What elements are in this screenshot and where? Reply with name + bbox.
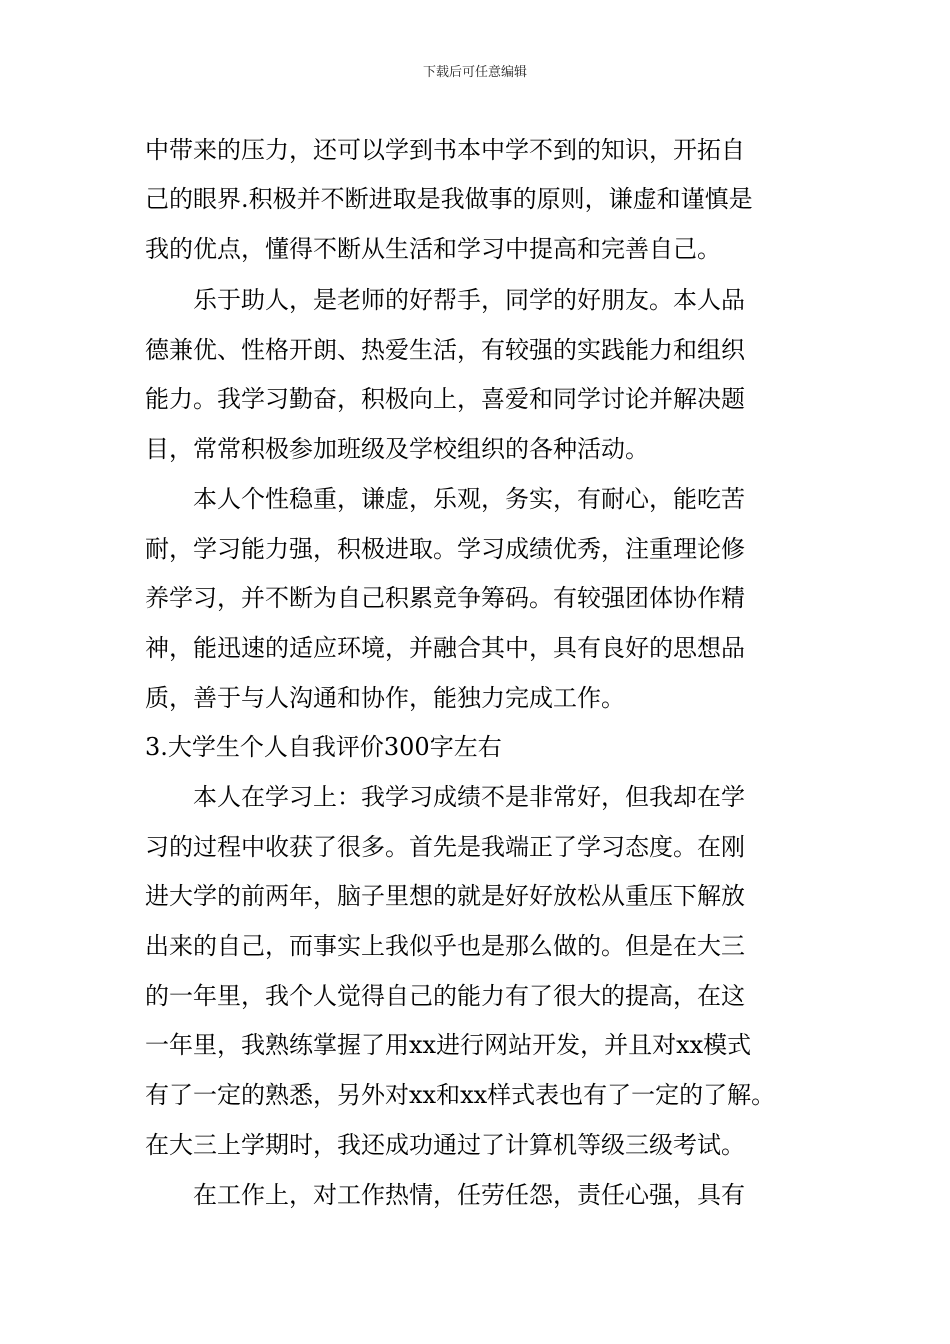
text-line: 己的眼界.积极并不断进取是我做事的原则，谦虚和谨慎是 bbox=[145, 185, 753, 213]
text-line: 质，善于与人沟通和协作，能独力完成工作。 bbox=[145, 684, 625, 712]
paragraph-first-line: 在工作上，对工作热情，任劳任怨，责任心强，具有 bbox=[145, 1181, 745, 1209]
text-line: 出来的自己，而事实上我似乎也是那么做的。但是在大三 bbox=[145, 932, 745, 960]
text-line: 能力。我学习勤奋，积极向上，喜爱和同学讨论并解决题 bbox=[145, 385, 745, 413]
text-line: 中带来的压力，还可以学到书本中学不到的知识，开拓自 bbox=[145, 136, 745, 164]
text-line: 进大学的前两年，脑子里想的就是好好放松从重压下解放 bbox=[145, 882, 745, 910]
paragraph-first-line: 乐于助人，是老师的好帮手，同学的好朋友。本人品 bbox=[145, 286, 745, 314]
text-line: 养学习，并不断为自己积累竞争筹码。有较强团体协作精 bbox=[145, 584, 745, 612]
text-line: 在大三上学期时，我还成功通过了计算机等级三级考试。 bbox=[145, 1131, 745, 1159]
text-line: 习的过程中收获了很多。首先是我端正了学习态度。在刚 bbox=[145, 833, 745, 861]
text-line: 我的优点，懂得不断从生活和学习中提高和完善自己。 bbox=[145, 235, 721, 263]
text-line: 耐，学习能力强，积极进取。学习成绩优秀，注重理论修 bbox=[145, 535, 745, 563]
paragraph-first-line: 本人在学习上：我学习成绩不是非常好，但我却在学 bbox=[145, 783, 745, 811]
page-header: 下载后可任意编辑 bbox=[422, 65, 527, 80]
section-heading: 3.大学生个人自我评价300字左右 bbox=[145, 733, 502, 761]
text-line: 神，能迅速的适应环境，并融合其中，具有良好的思想品 bbox=[145, 634, 745, 662]
paragraph-first-line: 本人个性稳重，谦虚，乐观，务实，有耐心，能吃苦 bbox=[145, 485, 745, 513]
text-line: 的一年里，我个人觉得自己的能力有了很大的提高，在这 bbox=[145, 982, 745, 1010]
text-line: 目，常常积极参加班级及学校组织的各种活动。 bbox=[145, 435, 649, 463]
text-line: 德兼优、性格开朗、热爱生活，有较强的实践能力和组织 bbox=[145, 336, 745, 364]
text-line: 一年里，我熟练掌握了用xx进行网站开发，并且对xx模式 bbox=[145, 1031, 752, 1059]
text-line: 有了一定的熟悉，另外对xx和xx样式表也有了一定的了解。 bbox=[145, 1081, 776, 1109]
